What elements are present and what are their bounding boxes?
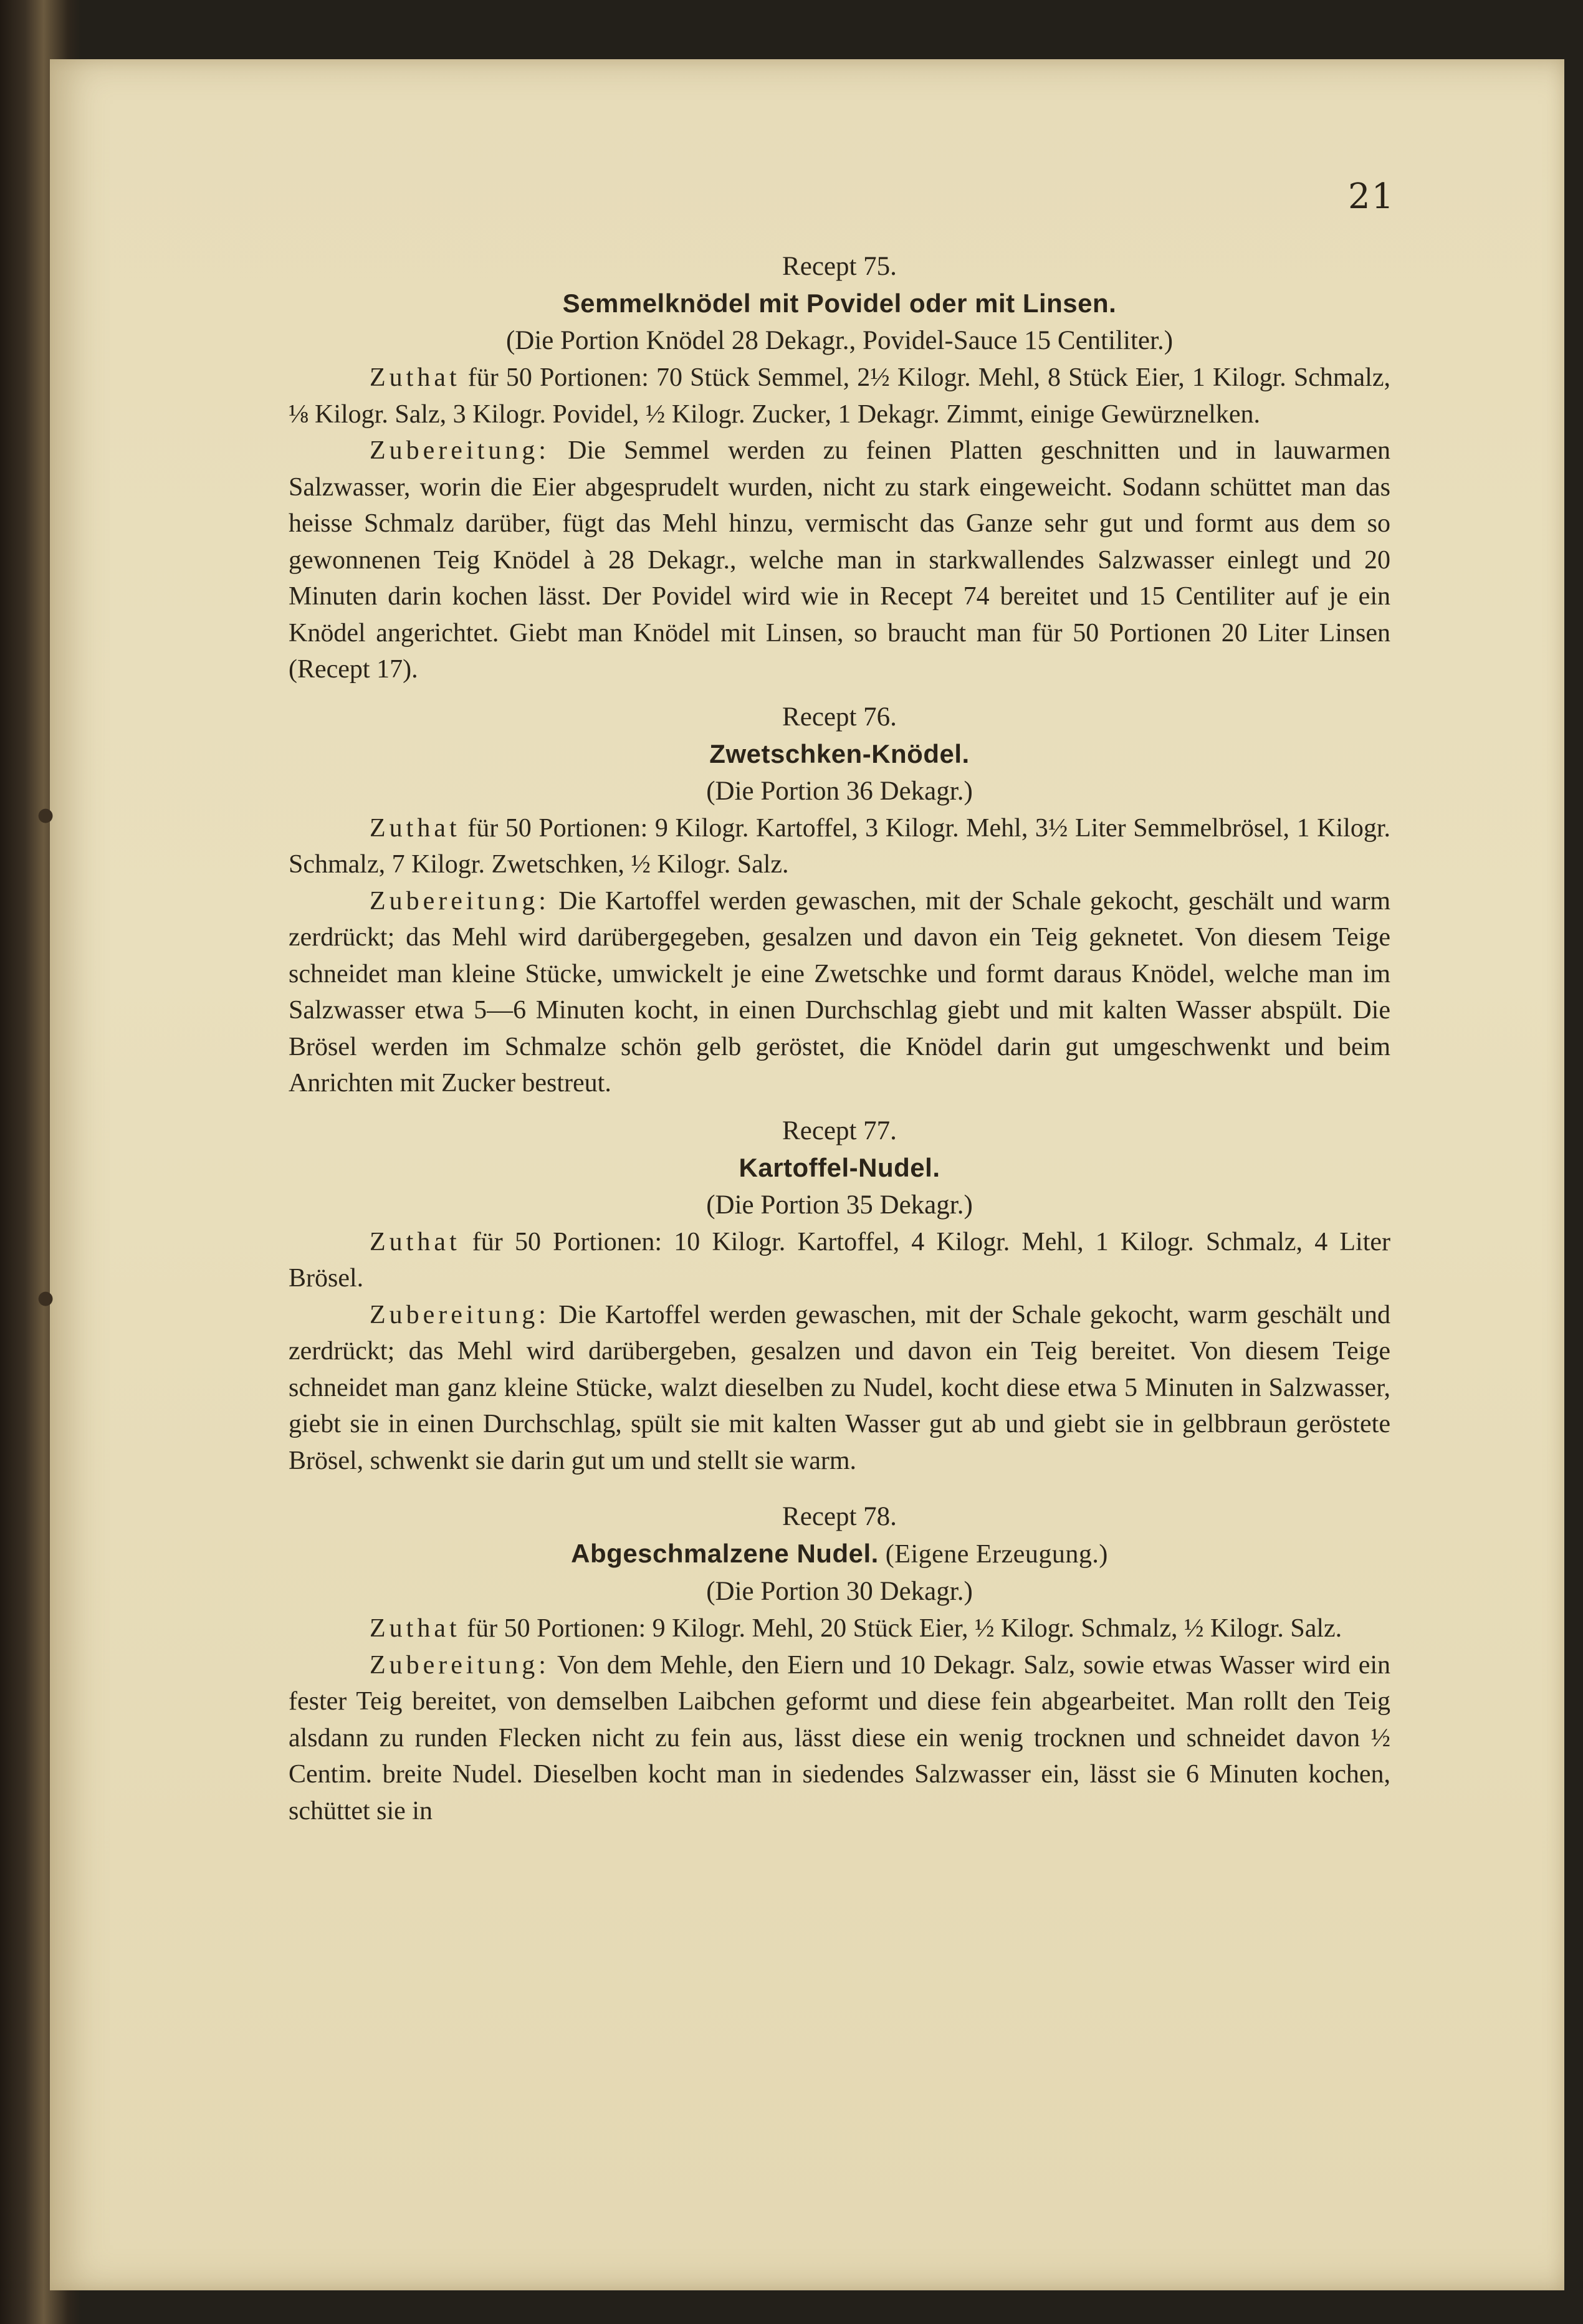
recipe-78 xyxy=(289,1499,1390,1829)
recipe-portion: (Die Portion 36 Dekagr.) xyxy=(706,776,973,806)
recipe-75 xyxy=(289,249,1390,688)
preparation-paragraph xyxy=(289,433,1390,688)
ingredients-text: für 50 Portionen: 70 Stück Semmel, 2½ Kilogr. Mehl, 8 Stück Eier, 1 Kilogr. Schmalz, ⅛ Kilogr. Salz, 3 Kilogr. Povidel, ½ Kilogr. Zucker, 1 Dekagr. Zimmt, einige Gewürznelken. xyxy=(289,363,1390,429)
ingredients-lead: Zuthat xyxy=(370,1227,461,1256)
preparation-text: Die Kartoffel werden gewaschen, mit der Schale gekocht, warm geschält und zerdrückt; das Mehl wird darübergeben, gesalzen und davon ein Teig bereitet. Von diesem Teige schneidet man ganz kleine Stücke, walzt dieselben zu Nudel, kocht diese etwa 5 Minuten in Salzwasser, giebt sie in einen Durchschlag, spült sie mit kalten Wasser gut ab und giebt sie in gelbbraun geröstete Brösel, schwenkt sie darin gut um und stellt sie warm. xyxy=(289,1300,1390,1475)
ingredients-text: für 50 Portionen: 10 Kilogr. Kartoffel, 4 Kilogr. Mehl, 1 Kilogr. Schmalz, 4 Liter Brösel. xyxy=(289,1227,1390,1293)
ingredients-paragraph xyxy=(289,360,1390,433)
ingredients-lead: Zuthat xyxy=(370,363,461,392)
preparation-paragraph xyxy=(289,883,1390,1102)
preparation-lead: Zubereitung: xyxy=(370,1300,550,1329)
recipe-77 xyxy=(289,1113,1390,1480)
preparation-text: Von dem Mehle, den Eiern und 10 Dekagr. Salz, sowie etwas Wasser wird ein fester Teig bereitet, von demselben Laibchen geformt und diese fein abgearbeitet. Man rollt den Teig alsdann zu runden Flecken nicht zu fein aus, lässt diese ein wenig trocknen und schneidet davon ½ Centim. breite Nudel. Dieselben kocht man in siedendes Salzwasser ein, lässt sie 6 Minuten kochen, schüttet sie in xyxy=(289,1650,1390,1825)
ingredients-text: für 50 Portionen: 9 Kilogr. Mehl, 20 Stück Eier, ½ Kilogr. Schmalz, ½ Kilogr. Salz. xyxy=(460,1614,1342,1643)
preparation-text: Die Semmel werden zu feinen Platten geschnitten und in lauwarmen Salzwasser, worin die Eier abgesprudelt wurden, nicht zu stark eingeweicht. Sodann schüttet man das heisse Schmalz darüber, fügt das Mehl hinzu, vermischt das Ganze sehr gut und formt aus dem so gewonnenen Teig Knödel à 28 Dekagr., welche man in starkwallendes Salzwasser einlegt und 20 Minuten darin kochen lässt. Der Povidel wird wie in Recept 74 bereitet und 15 Centiliter auf je ein Knödel angerichtet. Giebt man Knödel mit Linsen, so braucht man für 50 Portionen 20 Liter Linsen (Recept 17). xyxy=(289,436,1390,684)
ingredients-lead: Zuthat xyxy=(370,1614,461,1643)
recipe-label: Recept 78. xyxy=(782,1502,897,1531)
ingredients-paragraph xyxy=(289,810,1390,883)
recipe-title: Zwetschken-Knödel. xyxy=(709,739,970,768)
preparation-lead: Zubereitung: xyxy=(370,436,550,465)
ingredients-paragraph xyxy=(289,1224,1390,1297)
recipe-title-suffix: (Eigene Erzeugung.) xyxy=(878,1540,1108,1569)
preparation-paragraph xyxy=(289,1297,1390,1480)
recipe-76 xyxy=(289,699,1390,1102)
preparation-lead: Zubereitung: xyxy=(370,1650,550,1680)
ingredients-lead: Zuthat xyxy=(370,813,461,843)
ingredients-text: für 50 Portionen: 9 Kilogr. Kartoffel, 3 Kilogr. Mehl, 3½ Liter Semmelbrösel, 1 Kilogr. Schmalz, 7 Kilogr. Zwetschken, ½ Kilogr. Salz. xyxy=(289,813,1390,879)
binding-mark: ● xyxy=(37,804,54,826)
recipe-title: Kartoffel-Nudel. xyxy=(739,1152,940,1182)
recipe-label: Recept 77. xyxy=(782,1116,897,1145)
preparation-text: Die Kartoffel werden gewaschen, mit der Schale gekocht, geschält und warm zerdrückt; das Mehl wird darübergegeben, gesalzen und davon ein Teig geknetet. Von diesem Teige schneidet man kleine Stücke, umwickelt je eine Zwetschke und formt daraus Knödel, welche man im Salzwasser etwa 5—6 Minuten kocht, in einen Durchschlag giebt und mit kalten Wasser abspült. Die Brösel werden im Schmalze schön gelb geröstet, die Knödel darin gut umgeschwenkt und beim Anrichten mit Zucker bestreut. xyxy=(289,886,1390,1097)
preparation-paragraph xyxy=(289,1647,1390,1830)
recipe-label: Recept 76. xyxy=(782,702,897,732)
recipe-portion: (Die Portion Knödel 28 Dekagr., Povidel-Sauce 15 Centiliter.) xyxy=(505,326,1174,355)
page-number: 21 xyxy=(1348,176,1395,217)
binding-mark: ● xyxy=(37,1287,54,1309)
ingredients-paragraph xyxy=(289,1610,1390,1647)
recipe-portion: (Die Portion 30 Dekagr.) xyxy=(706,1577,973,1606)
recipe-portion: (Die Portion 35 Dekagr.) xyxy=(706,1190,973,1220)
recipe-title: Semmelknödel mit Povidel oder mit Linsen. xyxy=(562,289,1117,318)
page-content xyxy=(289,246,1390,1829)
recipe-title xyxy=(289,1535,1390,1573)
recipe-title-text: Abgeschmalzene Nudel. xyxy=(571,1539,879,1568)
preparation-lead: Zubereitung: xyxy=(370,886,550,916)
recipe-label: Recept 75. xyxy=(782,252,897,281)
